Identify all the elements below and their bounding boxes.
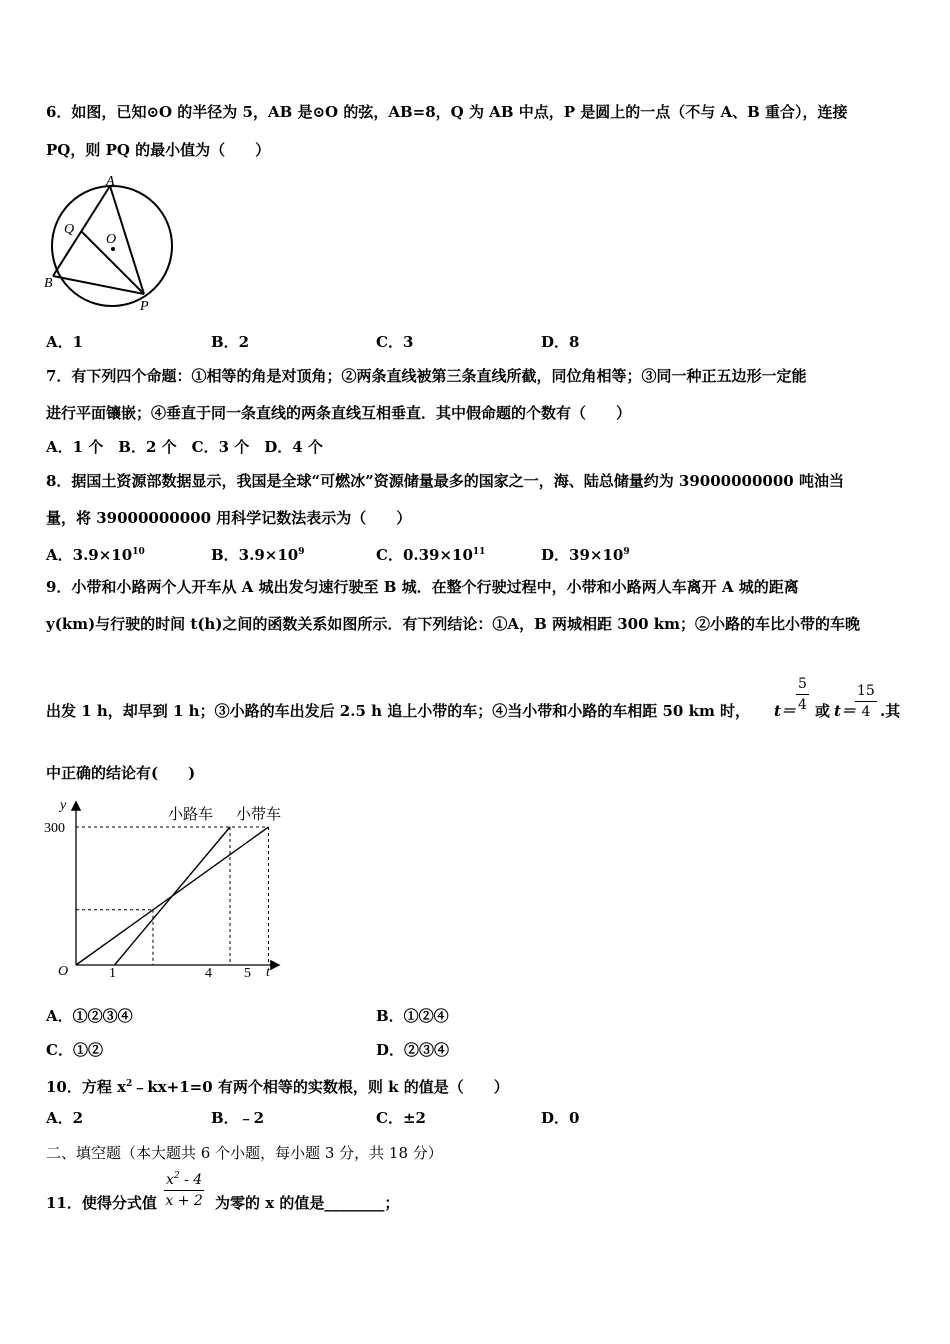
q9-fraction-2 <box>855 683 877 720</box>
q8-text-line1: 8．据国土资源部数据显示，我国是全球“可燃冰”资源储量最多的国家之一，海、陆总储量约为 39000000000 吨油当 <box>46 472 844 490</box>
x-tick-1: 1 <box>109 966 116 981</box>
label-q: Q <box>64 222 75 237</box>
q9-fraction-2-num: 15 <box>855 683 877 702</box>
q10-option-d: D．0 <box>541 1109 580 1127</box>
legend-xiaodai: 小带车 <box>236 807 282 823</box>
q6-option-b: B．2 <box>211 333 250 351</box>
q9-or: 或 <box>815 702 831 720</box>
q9-fraction-1-num: 5 <box>796 676 809 695</box>
q10-text: 10．方程 $x^2﹣kx+1=0$ 有两个相等的实数根，则 k 的值是（ ） <box>46 1078 509 1096</box>
q9-option-a: A．①②③④ <box>46 1007 133 1025</box>
q8-option-a: A．$3.9\times 10^{10}$ <box>46 546 145 564</box>
q9-tail: .其 <box>880 702 901 720</box>
x-tick-5: 5 <box>244 966 251 981</box>
q11-fraction <box>164 1171 204 1209</box>
legend-xiaolu: 小路车 <box>168 807 214 823</box>
y-axis-label: y <box>60 798 67 813</box>
q9-option-c: C．①② <box>46 1041 103 1059</box>
center-point <box>111 247 115 251</box>
section-2-title: 二、填空题（本大题共 6 个小题，每小题 3 分，共 18 分） <box>46 1144 443 1162</box>
label-a: A <box>106 174 115 189</box>
origin-label: O <box>58 964 69 979</box>
q6-option-a: A．1 <box>46 333 84 351</box>
circle-figure <box>40 173 180 315</box>
q9-text-line2: y(km)与行驶的时间 t(h)之间的函数关系如图所示．有下列结论：①A，B 两城相距 300 km；②小路的车比小带的车晚 <box>46 615 860 633</box>
q9-text-line3: 出发 1 h，却早到 1 h；③小路的车出发后 2.5 h 追上小带的车；④当小带和小路的车相距 50 km 时， <box>46 702 751 720</box>
q9-fraction-1 <box>796 676 809 713</box>
q6-option-c: C．3 <box>376 333 414 351</box>
q10-option-a: A．2 <box>46 1109 84 1127</box>
q8-option-b: B．$3.9\times 10^9$ <box>211 546 305 564</box>
q8-option-d: D．$39\times 10^9$ <box>541 546 630 564</box>
q9-option-b: B．①②④ <box>376 1007 449 1025</box>
label-p: P <box>140 299 149 314</box>
x-tick-4: 4 <box>205 966 212 981</box>
q7-text-line2: 进行平面镶嵌；④垂直于同一条直线的两条直线互相垂直．其中假命题的个数有（ ） <box>46 404 632 422</box>
y-tick-300: 300 <box>44 821 65 836</box>
q6-text-line2: PQ，则 PQ 的最小值为（ ） <box>46 141 271 159</box>
q9-t-eq1: t＝ <box>774 702 796 720</box>
q11-fraction-num: $x^2 - 4$ <box>164 1171 204 1191</box>
q9-text-line1: 9．小带和小路两个人开车从 A 城出发匀速行驶至 B 城．在整个行驶过程中，小带和小路两人车离开 A 城的距离 <box>46 578 799 596</box>
q9-fraction-1-den: 4 <box>798 697 807 713</box>
q8-text-line2: 量，将 39000000000 用科学记数法表示为（ ） <box>46 509 412 527</box>
q10-option-c: C．±2 <box>376 1109 426 1127</box>
x-axis-label: t <box>266 965 270 980</box>
q6-text-line1: 6．如图，已知⊙O 的半径为 5，AB 是⊙O 的弦，AB=8，Q 为 AB 中点，P 是圆上的一点（不与 A、B 重合），连接 <box>46 103 848 121</box>
q11-fraction-den: x + 2 <box>165 1193 203 1209</box>
q9-t-eq2: t＝ <box>834 702 856 720</box>
q6-option-d: D．8 <box>541 333 580 351</box>
distance-time-chart <box>40 795 300 990</box>
q11-suffix: 为零的 x 的值是________； <box>215 1194 400 1212</box>
q10-option-b: B．﹣2 <box>211 1109 265 1127</box>
series-line-1 <box>76 827 269 965</box>
q9-option-d: D．②③④ <box>376 1041 450 1059</box>
label-b: B <box>44 276 53 291</box>
q9-text-line4: 中正确的结论有( ) <box>46 764 196 782</box>
q9-fraction-2-den: 4 <box>861 704 871 720</box>
q7-text-line1: 7．有下列四个命题：①相等的角是对顶角；②两条直线被第三条直线所截，同位角相等；③同一种正五边形一定能 <box>46 367 807 385</box>
q8-option-c: C．$0.39\times 10^{11}$ <box>376 546 486 564</box>
q11-prefix: 11．使得分式值 <box>46 1194 157 1212</box>
q7-options: A．1 个 B．2 个 C．3 个 D．4 个 <box>46 438 323 456</box>
label-o: O <box>106 232 117 247</box>
